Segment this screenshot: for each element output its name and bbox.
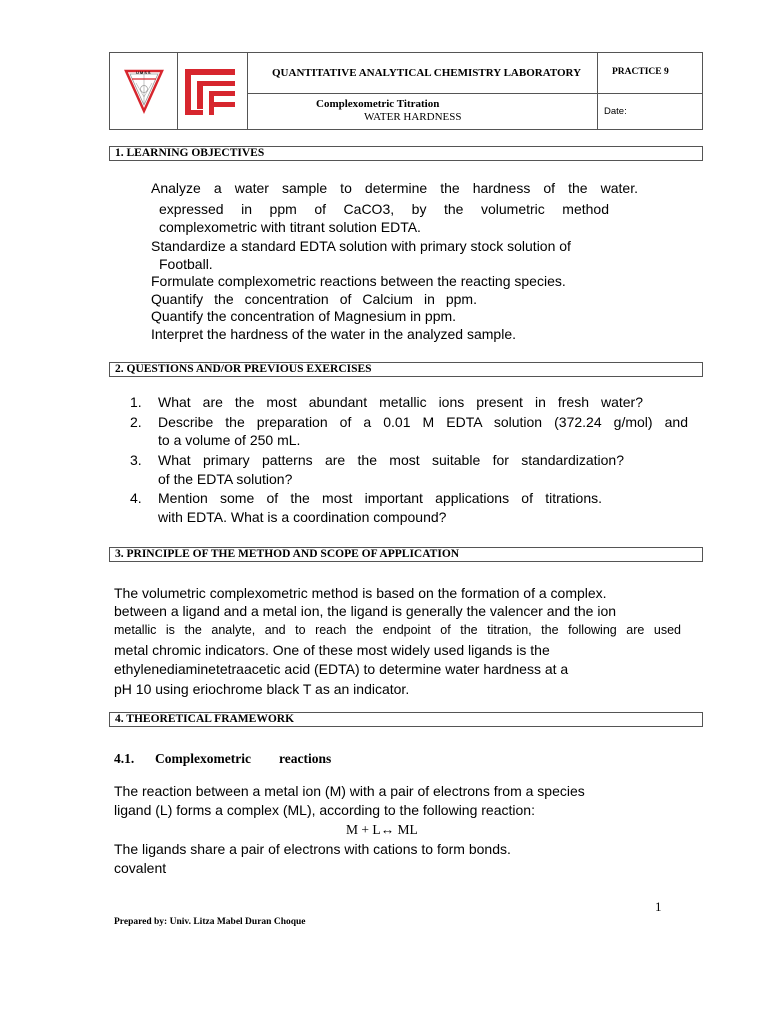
subsection-title-1: Complexometric: [155, 751, 251, 766]
lab-title: QUANTITATIVE ANALYTICAL CHEMISTRY LABORATORY: [272, 67, 582, 79]
principle-line: ethylenediaminetetraacetic acid (EDTA) to determine water hardness at a: [114, 661, 569, 677]
objective-line: Analyze a water sample to determine the hardness of the water.: [151, 180, 638, 196]
framework-line: The reaction between a metal ion (M) with a pair of electrons from a species: [114, 783, 585, 799]
objective-line: Standardize a standard EDTA solution with primary stock solution of: [151, 238, 571, 254]
page-number: 1: [655, 899, 662, 914]
reaction-equation: M + L↔ ML: [346, 822, 418, 837]
subsection-number: 4.1.: [114, 751, 135, 766]
logo-text: UMSS: [136, 70, 152, 75]
question-item-cont: of the EDTA solution?: [158, 471, 293, 487]
objective-line: expressed in ppm of CaCO3, by the volumetric method: [159, 201, 609, 217]
question-item-cont: with EDTA. What is a coordination compound?: [158, 509, 447, 525]
university-logo: [124, 67, 164, 115]
question-item: 3. What primary patterns are the most suitable for standardization?: [130, 452, 624, 468]
prepared-by: Prepared by: Univ. Litza Mabel Duran Choque: [114, 917, 306, 927]
principle-line: The volumetric complexometric method is based on the formation of a complex.: [114, 585, 607, 601]
principle-line: metallic is the analyte, and to reach the endpoint of the titration, the following are used: [114, 623, 681, 637]
subsection-title-2: reactions: [279, 751, 332, 766]
objective-line: Formulate complexometric reactions between the reacting species.: [151, 273, 566, 289]
framework-line: ligand (L) forms a complex (ML), according to the following reaction:: [114, 802, 535, 818]
section-4-title: 4. THEORETICAL FRAMEWORK: [109, 712, 703, 727]
framework-line: covalent: [114, 860, 167, 876]
objective-line: Football.: [159, 256, 213, 272]
practice-number: PRACTICE 9: [612, 67, 669, 77]
question-item: 1. What are the most abundant metallic ions present in fresh water?: [130, 394, 643, 410]
objective-line: Interpret the hardness of the water in the analyzed sample.: [151, 326, 516, 342]
faculty-logo: [185, 69, 237, 115]
section-2-title: 2. QUESTIONS AND/OR PREVIOUS EXERCISES: [109, 362, 703, 377]
objective-line: complexometric with titrant solution EDTA.: [159, 219, 421, 235]
practice-topic: Complexometric Titration: [316, 98, 440, 110]
question-item-cont: to a volume of 250 mL.: [158, 432, 301, 448]
section-3-title: 3. PRINCIPLE OF THE METHOD AND SCOPE OF APPLICATION: [109, 547, 703, 562]
question-item: 2. Describe the preparation of a 0.01 M EDTA solution (372.24 g/mol) and: [130, 414, 688, 430]
section-1-title: 1. LEARNING OBJECTIVES: [109, 146, 703, 161]
question-item: 4. Mention some of the most important applications of titrations.: [130, 490, 602, 506]
framework-line: The ligands share a pair of electrons with cations to form bonds.: [114, 841, 511, 857]
header-table: [109, 52, 703, 130]
principle-line: metal chromic indicators. One of these most widely used ligands is the: [114, 642, 550, 658]
objective-line: Quantify the concentration of Calcium in ppm.: [151, 291, 477, 307]
objective-line: Quantify the concentration of Magnesium in ppm.: [151, 308, 457, 324]
practice-subtopic: WATER HARDNESS: [364, 111, 462, 123]
date-label: Date:: [604, 106, 627, 117]
principle-line: between a ligand and a metal ion, the ligand is generally the valencer and the ion: [114, 603, 617, 619]
principle-line: pH 10 using eriochrome black T as an indicator.: [114, 681, 410, 697]
